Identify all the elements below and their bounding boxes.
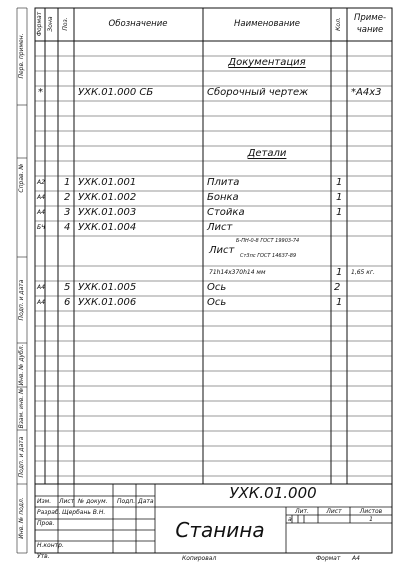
row-format: А4 [37,299,45,306]
row-pos: 4 [64,222,71,233]
tb-lit-label: Лит. [295,508,309,515]
row-format: А4 [37,284,45,291]
row-pos: 3 [64,207,71,218]
tb-developer-name: Щербань В.Н. [62,509,106,516]
row-format: А2 [37,179,45,186]
row-designation: УХК.01.004 [78,222,137,233]
doc-row-format: * [38,87,43,98]
row-qty: 1 [336,192,343,203]
section-documentation: Документация [228,57,306,68]
row-name-prefix: Лист [209,245,235,256]
row-format: А4 [37,194,45,201]
header-note-line1: Приме- [353,13,387,23]
side-label-first-use: Перв. примен. [18,33,25,79]
tb-changes-label: Изм. [37,498,52,505]
tb-sheet-col-label: Лист [59,498,75,505]
side-label-sign-date-1: Подп. и дата [18,279,25,321]
row-designation: УХК.01.006 [78,297,137,308]
side-label-reference: Справ. № [18,163,25,193]
row-qty: 1 [336,267,343,278]
tb-approved-label: Утв. [37,553,50,560]
row-designation: УХК.01.002 [78,192,137,203]
header-qty: Кол. [335,17,342,31]
header-designation: Обозначение [108,19,168,29]
section-details: Детали [247,148,287,159]
row-name: Бонка [207,192,239,203]
row-qty: 1 [336,297,343,308]
tb-date-label: Дата [138,498,154,505]
row-name: Лист [207,222,233,233]
row-spec-line2: Ст3пс ГОСТ 14637-89 [240,253,297,259]
row-pos: 2 [64,192,71,203]
row-name: Плита [207,177,240,188]
row-size: 71h14х370h14 мм [209,269,266,276]
tb-sheets-label: Листов [359,508,383,515]
header-format: Формат [36,11,43,37]
row-designation: УХК.01.005 [78,282,137,293]
tb-norm-control-label: Н.контр. [37,542,64,549]
row-format: БЧ [37,224,46,231]
row-qty: 2 [334,282,341,293]
row-name: Ось [207,297,227,308]
row-pos: 5 [64,282,71,293]
document-title: Станина [175,518,265,542]
row-spec-line1: Б-ПН-0-8 ГОСТ 19903-74 [236,238,300,244]
row-name: Стойка [207,207,245,218]
tb-doc-no-label: № докум. [78,498,108,505]
footer-format-value: А4 [352,555,360,562]
tb-developed-label: Разраб. [37,509,61,516]
tb-sign-label: Подп. [117,498,136,505]
tb-sheets-value: 1 [369,516,373,523]
doc-row-designation: УХК.01.000 СБ [78,87,154,98]
row-designation: УХК.01.001 [78,177,137,188]
row-name: Ось [207,282,227,293]
tb-checked-label: Пров. [37,520,55,527]
row-qty: 1 [336,207,343,218]
document-code: УХК.01.000 [229,484,317,502]
row-format: А4 [37,209,45,216]
header-zone: Зона [47,16,54,32]
header-name: Наименование [233,19,301,29]
header-pos: Поз. [62,17,69,31]
row-pos: 6 [64,297,71,308]
footer-copied: Копировал [182,555,217,562]
tb-lit-value: а [288,516,292,523]
side-label-dup-inv: Инв. № дубл. [18,344,25,386]
row-pos: 1 [64,177,71,188]
side-label-replace-inv: Взам. инв. № [18,387,25,429]
header-note-line2: чание [356,25,384,35]
side-label-sign-date-2: Подп. и дата [18,436,25,478]
doc-row-name: Сборочный чертеж [207,87,309,98]
footer-format-label: Формат [316,555,341,562]
side-label-orig-inv: Инв. № подл. [18,497,25,539]
row-note: 1,65 кг. [351,269,375,276]
row-qty: 1 [336,177,343,188]
tb-sheet-label: Лист [326,508,342,515]
doc-row-note: *А4х3 [351,87,382,98]
row-designation: УХК.01.003 [78,207,137,218]
